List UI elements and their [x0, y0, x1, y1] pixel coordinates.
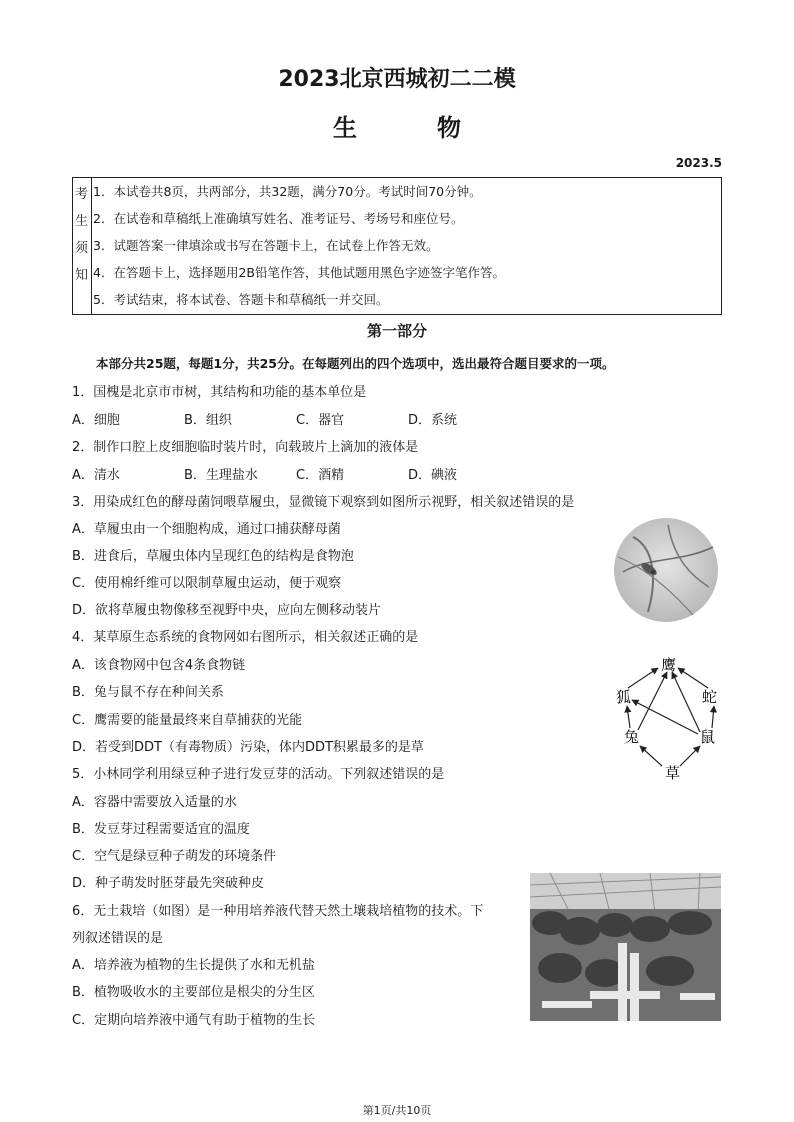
- question-stem: 3．用染成红色的酵母菌饲喂草履虫，显微镜下观察到如图所示视野，相关叙述错误的是: [72, 495, 575, 510]
- food-web-node: 蛇: [702, 688, 718, 706]
- notice-item: 4．在答题卡上，选择题用2B铅笔作答，其他试题用黑色字迹签字笔作答。: [93, 265, 505, 280]
- notice-label-char: 考: [75, 187, 89, 202]
- option[interactable]: A．清水: [72, 468, 120, 483]
- option[interactable]: B．生理盐水: [184, 468, 258, 483]
- option-row: [72, 464, 472, 482]
- food-web-node: 兔: [624, 728, 640, 746]
- section-instructions: 本部分共25题，每题1分，共25分。在每题列出的四个选项中，选出最符合题目要求的一项。: [96, 356, 615, 371]
- option[interactable]: B．发豆芽过程需要适宜的温度: [72, 822, 250, 837]
- exam-date: 2023.5: [675, 156, 722, 170]
- option[interactable]: A．细胞: [72, 413, 120, 428]
- option[interactable]: D．欲将草履虫物像移至视野中央，应向左侧移动装片: [72, 603, 382, 618]
- option[interactable]: A．容器中需要放入适量的水: [72, 795, 237, 810]
- food-web-node: 鼠: [700, 728, 716, 746]
- notice-label-char: 生: [75, 214, 89, 229]
- food-web-node: 狐: [616, 688, 632, 706]
- notice-label-char: 须: [75, 241, 89, 256]
- option[interactable]: D．系统: [408, 413, 458, 428]
- option[interactable]: C．鹰需要的能量最终来自草捕获的光能: [72, 713, 303, 728]
- option[interactable]: A．培养液为植物的生长提供了水和无机盐: [72, 958, 315, 973]
- option[interactable]: B．组织: [184, 413, 232, 428]
- option[interactable]: D．若受到DDT（有毒物质）污染，体内DDT积累最多的是草: [72, 740, 424, 755]
- notice-item: 1．本试卷共8页，共两部分，共32题，满分70分。考试时间70分钟。: [93, 184, 482, 199]
- option-row: [72, 409, 472, 427]
- page-footer: 第1页/共10页: [362, 1104, 432, 1117]
- notice-item: 3．试题答案一律填涂或书写在答题卡上，在试卷上作答无效。: [93, 238, 439, 253]
- notice-item: 5．考试结束，将本试卷、答题卡和草稿纸一并交回。: [93, 292, 389, 307]
- question-stem: 4．某草原生态系统的食物网如右图所示，相关叙述正确的是: [72, 630, 419, 645]
- option[interactable]: C．定期向培养液中通气有助于植物的生长: [72, 1013, 316, 1028]
- microscope-view-image: [613, 517, 719, 623]
- notice-box: [72, 177, 722, 315]
- option[interactable]: C．器官: [296, 413, 345, 428]
- notice-item: 2．在试卷和草稿纸上准确填写姓名、准考证号、考场号和座位号。: [93, 211, 464, 226]
- question-stem: 6．无土栽培（如图）是一种用培养液代替天然土壤栽培植物的技术。下: [72, 904, 484, 919]
- option[interactable]: C．酒精: [296, 468, 345, 483]
- food-web-diagram: [612, 650, 730, 782]
- notice-label: [73, 178, 92, 314]
- option[interactable]: B．进食后，草履虫体内呈现红色的结构是食物泡: [72, 549, 354, 564]
- option[interactable]: A．草履虫由一个细胞构成，通过口捕获酵母菌: [72, 522, 341, 537]
- option[interactable]: A．该食物网中包含4条食物链: [72, 658, 246, 673]
- option[interactable]: C．使用棉纤维可以限制草履虫运动，便于观察: [72, 576, 342, 591]
- food-web-node: 草: [665, 764, 681, 782]
- option[interactable]: C．空气是绿豆种子萌发的环境条件: [72, 849, 277, 864]
- question-stem: 1．国槐是北京市市树，其结构和功能的基本单位是: [72, 385, 367, 400]
- question-stem: 2．制作口腔上皮细胞临时装片时，向载玻片上滴加的液体是: [72, 440, 419, 455]
- question-stem-continued: 列叙述错误的是: [72, 931, 164, 946]
- notice-label-char: 知: [75, 268, 89, 283]
- exam-title: 2023北京西城初二二模: [278, 67, 516, 92]
- option[interactable]: B．植物吸收水的主要部位是根尖的分生区: [72, 985, 315, 1000]
- section-title: 第一部分: [366, 322, 427, 340]
- option[interactable]: B．兔与鼠不存在种间关系: [72, 685, 224, 700]
- option[interactable]: D．碘液: [408, 468, 458, 483]
- question-stem: 5．小林同学利用绿豆种子进行发豆芽的活动。下列叙述错误的是: [72, 767, 445, 782]
- subject-title: 生 物: [333, 114, 489, 142]
- hydroponics-photo: [530, 873, 721, 1021]
- food-web-node: 鹰: [661, 656, 677, 674]
- option[interactable]: D．种子萌发时胚芽最先突破种皮: [72, 876, 265, 891]
